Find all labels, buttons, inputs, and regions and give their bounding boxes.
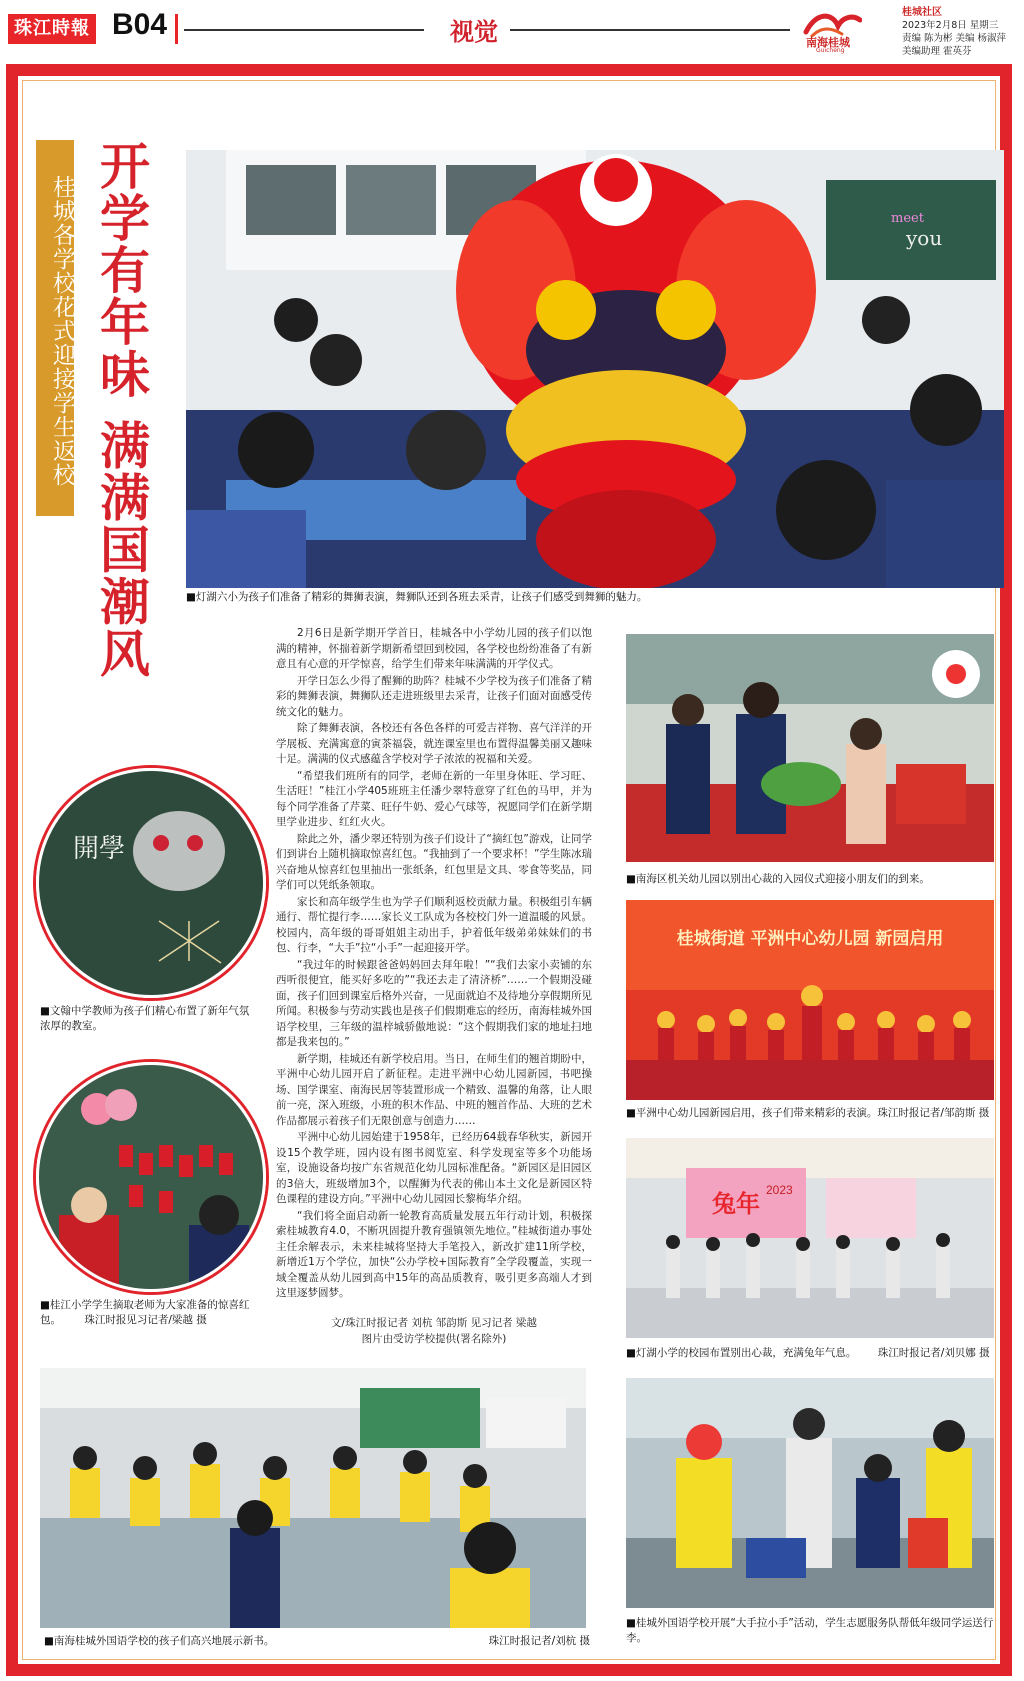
masthead: 珠江時報 (8, 14, 96, 44)
redpacket-image (39, 1065, 263, 1289)
pingzhou-caption: ■平洲中心幼儿园新园启用，孩子们带来精彩的表演。珠江时报记者/邹韵斯 摄 (626, 1107, 990, 1119)
kindergarten-ceremony-image (626, 634, 994, 862)
logo-name: 南海桂城 (806, 36, 850, 49)
headline: 开学有年味 满满国潮风 (92, 140, 151, 680)
denghu-credit: 珠江时报记者/刘贝娜 摄 (877, 1347, 990, 1359)
denghu-photo (626, 1138, 994, 1338)
header-rule-left (184, 29, 424, 31)
chalk-chars: 開學 (73, 834, 126, 864)
redpacket-caption-text: ■桂江小学学生摘取老师为大家准备的惊喜红包。 (40, 1299, 250, 1326)
pingzhou-photo (626, 900, 994, 1100)
photo-year: 2023 (766, 1183, 793, 1197)
redpacket-caption (40, 1298, 256, 1328)
section-title: 视觉 (450, 18, 498, 46)
bigsmall-caption: ■桂城外国语学校开展“大手拉小手”活动，学生志愿服务队帮低年级同学运送行李。 (626, 1617, 994, 1644)
redpacket-credit: 珠江时报见习记者/梁越 摄 (84, 1314, 207, 1326)
rabbit-sign: 兔年 (712, 1189, 760, 1218)
classroom-books-image (40, 1368, 586, 1628)
new-books-photo (40, 1368, 586, 1628)
nanhai-kindergarten-caption: ■南海区机关幼儿园以别出心裁的入园仪式迎接小朋友们的到来。 (626, 873, 930, 885)
byline (276, 1315, 592, 1347)
classroom-art-photo (36, 768, 266, 998)
editors: 责编 陈为彬 美编 杨淑萍 (902, 33, 1007, 44)
page-header (0, 0, 1024, 58)
header-rule-right (510, 29, 790, 31)
column-name: 桂城社区 (902, 7, 942, 18)
board-meet: meet (891, 211, 924, 226)
classroom-art-caption: ■文翰中学教师为孩子们精心布置了新年气氛浓厚的教室。 (40, 1005, 250, 1032)
header-meta (902, 6, 1022, 58)
assistant-editor: 美编助理 霍英芬 (902, 46, 972, 57)
article-paragraph: 开学日怎么少得了醒狮的助阵？桂城不少学校为孩子们准备了精彩的舞狮表演，舞狮队还走进班级里去采青，让孩子们面对面感受传统文化的魅力。 (276, 674, 592, 718)
article-paragraph: 平洲中心幼儿园始建于1958年，已经历64载春华秋实，新园开设15个教学班，园内设有图书阅览室、科学发现室等多个功能场室，设施设备均按广东省规范化幼儿园标准配备。“新园区是旧园区的3倍大，班级增加3个，以醒狮为代表的佛山本土文化是新园区特色课程的建设方向。”平洲中心幼儿园园长黎梅华介绍。 (276, 1131, 592, 1205)
big-hand-small-hand-image (626, 1378, 994, 1608)
page-number: B04 (112, 8, 168, 41)
nanhai-guicheng-logo (800, 10, 892, 54)
lion-dance-photo (186, 150, 1004, 588)
bigsmall-photo (626, 1378, 994, 1608)
article-paragraph: “我过年的时候跟爸爸妈妈回去拜年啦！”“我们去家小卖铺的东西听很便宜，能买好多吃的”“我还去走了清济桥”……一个假期没碰面，孩子们回到课室后格外兴奋，一见面就迫不及待地分享假期所见所闻。积极参与劳动实践也是孩子们假期难忘的经历，南海桂城外国语学校里，三年级的温梓城骄傲地说：“这个假期我们家的地址扫地都是我来包的。” (276, 958, 592, 1048)
byline-authors: 文/珠江时报记者 刘杭 邹韵斯 见习记者 梁越 (331, 1317, 537, 1329)
redpacket-photo (36, 1062, 266, 1292)
new-books-credit: 珠江时报记者/刘杭 摄 (488, 1635, 590, 1647)
article-paragraph: 除了舞狮表演，各校还有各色各样的可爱吉祥物、喜气洋洋的开学展板、充满寓意的寅茶福袋，就连课室里也布置得温馨美丽又趣味十足。满满的仪式感蕴含学校对学子浓浓的祝福和关爱。 (276, 722, 592, 765)
article-body (276, 626, 592, 1303)
logo-subtitle: Guicheng (816, 47, 845, 54)
lion-dance-caption: ■灯湖六小为孩子们准备了精彩的舞狮表演，舞狮队还到各班去采青，让孩子们感受到舞狮的魅力。 (186, 591, 648, 603)
pingzhou-stage-image (626, 900, 994, 1100)
lion-dance-image (186, 150, 1004, 588)
denghu-caption (626, 1346, 1006, 1361)
subheadline-tag: 桂城各学校花式迎接学生返校 (36, 140, 74, 516)
article-paragraph: 新学期，桂城还有新学校启用。当日，在师生们的翘首期盼中，平洲中心幼儿园开启了新征程。走进平洲中心幼儿园新园，书吧操场、国学课室、南海民居等装置形成一个精致、温馨的角落，让人眼前一亮，深入班级，小班的积木作品、中班的翘首作品、大班的艺术作品都展示着孩子们无限创意与创造力…… (276, 1052, 592, 1127)
issue-date: 2023年2月8日 星期三 (902, 20, 999, 31)
header-divider (175, 14, 178, 44)
chalkboard-image (39, 771, 263, 995)
new-books-caption: ■南海桂城外国语学校的孩子们高兴地展示新书。 (44, 1635, 275, 1647)
board-text: you (906, 226, 943, 250)
denghu-campus-image (626, 1138, 994, 1338)
nanhai-kindergarten-photo (626, 634, 994, 862)
denghu-caption-text: ■灯湖小学的校园布置别出心裁，充满兔年气息。 (626, 1347, 857, 1359)
byline-photos: 图片由受访学校提供(署名除外) (361, 1333, 507, 1345)
article-paragraph: “我们将全面启动新一轮教育高质量发展五年行动计划，积极探索桂城教育4.0，不断巩固提升教育强镇领先地位。”桂城街道办事处主任余解表示，未来桂城将坚持大手笔投入，新改扩建11所学校，新增近1万个学位，加快“公办学校+国际教育”全学段覆盖，实现一域全覆盖从幼儿园到高中15年的高品质教育，吸引更多高端人才到这里逐梦圆梦。 (276, 1209, 592, 1299)
article-paragraph: 家长和高年级学生也为学子们顺利返校贡献力量。积极组引车辆通行、帮忙提行李……家长义工队成为各校校门外一道温暖的风景。校园内，高年级的哥哥姐姐主动出手，护着低年级弟弟妹妹们的书包、行李，“大手”拉“小手”一起迎接开学。 (276, 895, 592, 954)
pingzhou-banner: 桂城街道 平洲中心幼儿园 新园启用 (676, 929, 944, 949)
article-paragraph: 2月6日是新学期开学首日，桂城各中小学幼儿园的孩子们以饱满的精神，怀揣着新学期新希望回到校园，各学校也纷纷准备了有新意且有心意的开学惊喜，给学生们带来年味满满的开学仪式。 (276, 627, 592, 670)
article-paragraph: 除此之外，潘少翠还特别为孩子们设计了“摘红包”游戏，让同学们到讲台上随机摘取惊喜红包。“我抽到了一个要求杯！”学生陈冰瑞兴奋地从惊喜红包里抽出一张纸条，红包里是文具、零食等奖品，同学们可以凭纸条领取。 (276, 832, 592, 891)
article-paragraph: “希望我们班所有的同学，老师在新的一年里身体旺、学习旺、生活旺！”桂江小学405班班主任潘少翠特意穿了红色的马甲，并为每个同学准备了芹菜、旺仔牛奶、爱心气球等，祝愿同学们在新学期里学业进步、红红火火。 (276, 769, 592, 828)
